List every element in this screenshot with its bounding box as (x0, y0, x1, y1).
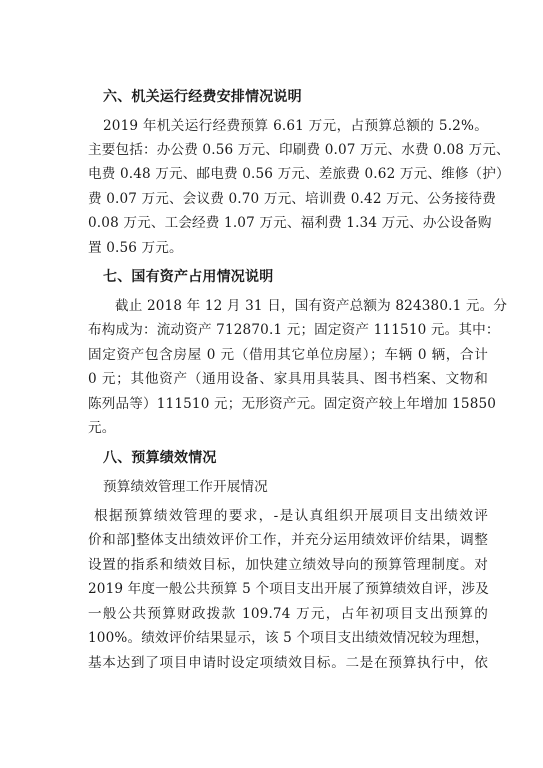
paragraph-line: 100%。绩效评价结果显示，该 5 个项目支出绩效情况较为理想， (88, 630, 489, 646)
paragraph-line: 根据预算绩效管理的要求，-是认真组织开展项目支出绩效评 (94, 508, 488, 524)
paragraph-line: 元。 (88, 420, 116, 436)
section-7-heading: 七、国有资产占用情况说明 (103, 269, 274, 285)
paragraph-line: 0.08 万元、工会经费 1.07 万元、福利费 1.34 万元、办公设备购 (88, 215, 492, 231)
paragraph-line: 基本达到了项目申请时设定项绩效目标。二是在预算执行中，依 (88, 655, 488, 671)
paragraph-line: 陈列品等）111510 元；无形资产元。固定资产较上年增加 15850 (88, 396, 497, 412)
section-6-heading: 六、机关运行经费安排情况说明 (103, 89, 302, 105)
paragraph-line: 置 0.56 万元。 (88, 240, 183, 256)
paragraph-line: 布构成为：流动资产 712870.1 元；固定资产 111510 元。其中： (88, 322, 500, 338)
paragraph-line: 2019 年度一般公共预算 5 个项目支出开展了预算绩效自评，涉及 (88, 581, 489, 597)
paragraph-line: 固定资产包含房屋 0 元（借用其它单位房屋）；车辆 0 辆，合计 (88, 347, 488, 363)
section-8-subheading: 预算绩效管理工作开展情况 (103, 479, 268, 495)
paragraph-line: 主要包括：办公费 0.56 万元、印刷费 0.07 万元、水费 0.08 万元、 (88, 142, 510, 158)
paragraph-line: 价和部]整体支出绩效评价工作，并充分运用绩效评价结果，调整 (88, 532, 488, 548)
paragraph-line: 设置的指系和绩效目标，加快建立绩效导向的预算管理制度。对 (88, 557, 488, 573)
paragraph-line: 0 元；其他资产（通用设备、家具用具装具、图书档案、文物和 (88, 371, 488, 387)
paragraph-line: 一般公共预算财政拨款 109.74 万元，占年初项目支出预算的 (88, 606, 488, 622)
paragraph-line: 电费 0.48 万元、邮电费 0.56 万元、差旅费 0.62 万元、维修（护） (88, 166, 510, 182)
paragraph-line: 费 0.07 万元、会议费 0.70 万元、培训费 0.42 万元、公务接待费 (88, 191, 497, 207)
paragraph-line: 截止 2018 年 12 月 31 日，国有资产总额为 824380.1 元。分 (115, 298, 508, 314)
paragraph-line: 2019 年机关运行经费预算 6.61 万元，占预算总额的 5.2%。 (103, 118, 488, 134)
section-8-heading: 八、预算绩效情况 (103, 450, 217, 466)
